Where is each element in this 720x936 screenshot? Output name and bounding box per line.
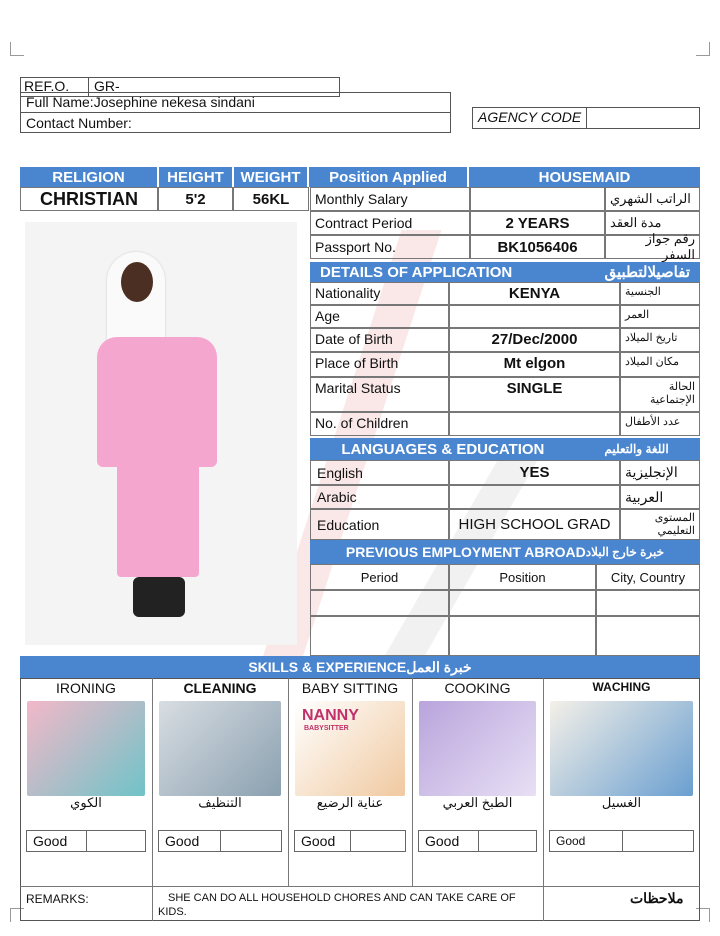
divider: [152, 678, 153, 886]
contract-label: Contract Period: [310, 211, 470, 235]
skills-title: SKILLS & EXPERIENCE: [248, 659, 407, 675]
col-period: Period: [310, 564, 449, 590]
language-value: HIGH SCHOOL GRAD: [449, 509, 620, 540]
religion-header: RELIGION: [20, 167, 157, 187]
shoes: [133, 577, 185, 617]
religion-value: CHRISTIAN: [20, 187, 158, 211]
corner-mark: [696, 42, 710, 56]
contract-ar: مدة العقد: [605, 211, 700, 235]
detail-label: No. of Children: [310, 412, 449, 436]
skills-header: [20, 656, 700, 678]
skill-name: BABY SITTING: [301, 680, 399, 696]
detail-label: Date of Birth: [310, 328, 449, 352]
passport-value: BK1056406: [470, 235, 605, 259]
corner-mark: [10, 42, 24, 56]
detail-value: SINGLE: [449, 377, 620, 412]
divider: [350, 830, 351, 852]
skill-name-ar: عناية الرضيع: [316, 795, 384, 810]
employment-title: PREVIOUS EMPLOYMENT ABROAD: [345, 544, 586, 560]
details-title: DETAILS OF APPLICATION: [320, 263, 513, 281]
skill-name: IRONING: [56, 680, 116, 696]
emp-cell: [310, 616, 449, 656]
babysitter-text: BABYSITTER: [304, 725, 349, 732]
candidate-photo: [25, 222, 297, 645]
passport-label: Passport No.: [310, 235, 470, 259]
skill-name-ar: الطبخ العربي: [442, 795, 513, 810]
employment-header: [310, 540, 700, 564]
skill-level: Good: [26, 830, 146, 852]
language-label: English: [310, 460, 449, 485]
detail-ar: الحالة الإجتماعية: [620, 377, 700, 412]
detail-label: Nationality: [310, 282, 449, 305]
nanny-text: NANNY: [302, 707, 359, 724]
skill-image: [419, 701, 536, 796]
ref-label: REF.O.: [24, 78, 70, 94]
skill-level: Good: [549, 830, 694, 852]
divider: [152, 886, 153, 921]
weight-header: WEIGHT: [234, 167, 307, 187]
emp-cell: [310, 590, 449, 616]
detail-ar: مكان الميلاد: [620, 352, 700, 377]
full-name-value: Josephine nekesa sindani: [93, 94, 255, 110]
detail-label: Marital Status: [310, 377, 449, 412]
emp-cell: [449, 616, 596, 656]
languages-header: [310, 438, 700, 460]
language-ar: الإنجليزية: [620, 460, 700, 485]
ref-value: GR-: [94, 78, 120, 94]
skill-name: WACHING: [592, 680, 651, 694]
divider: [288, 678, 289, 886]
detail-ar: عدد الأطفال: [620, 412, 700, 436]
divider: [543, 678, 544, 886]
skill-name-ar: الغسيل: [601, 795, 642, 810]
remarks-label: REMARKS:: [26, 892, 89, 906]
divider: [622, 830, 623, 852]
skill-name: COOKING: [444, 680, 511, 696]
languages-title: LANGUAGES & EDUCATION: [341, 440, 545, 458]
full-name: [26, 94, 255, 110]
details-title-ar: تفاصيلالتطبيق: [604, 264, 690, 281]
remarks-text: SHE CAN DO ALL HOUSEHOLD CHORES AND CAN TAKE CARE OF KIDS.: [158, 892, 516, 918]
position-value: HOUSEMAID: [469, 167, 700, 187]
language-label: Education: [310, 509, 449, 540]
language-label: Arabic: [310, 485, 449, 509]
detail-value: [449, 305, 620, 328]
divider: [220, 830, 221, 852]
detail-ar: تاريخ الميلاد: [620, 328, 700, 352]
divider: [586, 107, 587, 129]
pink-trousers: [117, 462, 199, 577]
divider: [543, 886, 544, 921]
divider: [86, 830, 87, 852]
emp-cell: [596, 590, 700, 616]
divider: [478, 830, 479, 852]
skill-level: Good: [418, 830, 537, 852]
language-ar: العربية: [620, 485, 700, 509]
divider: [20, 112, 451, 113]
detail-ar: الجنسية: [620, 282, 700, 305]
full-name-label: Full Name:: [26, 94, 94, 110]
skill-level: Good: [158, 830, 282, 852]
divider: [20, 886, 700, 887]
salary-value: [470, 187, 605, 211]
skill-image: [159, 701, 281, 796]
emp-cell: [449, 590, 596, 616]
divider: [412, 678, 413, 886]
height-value: 5'2: [158, 187, 233, 211]
emp-cell: [596, 616, 700, 656]
skill-level: Good: [294, 830, 406, 852]
salary-ar: الراتب الشهري: [605, 187, 700, 211]
agency-code-label: AGENCY CODE: [478, 109, 582, 125]
passport-ar: رقم جواز السفر: [605, 235, 700, 259]
weight-value: 56KL: [233, 187, 309, 211]
detail-label: Age: [310, 305, 449, 328]
detail-value: [449, 412, 620, 436]
contact-label: Contact Number:: [26, 115, 132, 131]
details-header: [310, 262, 700, 282]
skill-image: [550, 701, 693, 796]
detail-label: Place of Birth: [310, 352, 449, 377]
skill-name-ar: التنظيف: [198, 795, 242, 810]
position-header: Position Applied: [309, 167, 467, 187]
col-city-country: City, Country: [596, 564, 700, 590]
detail-ar: العمر: [620, 305, 700, 328]
skill-image: [27, 701, 145, 796]
skill-name: CLEANING: [183, 680, 257, 696]
height-header: HEIGHT: [159, 167, 232, 187]
detail-value: Mt elgon: [449, 352, 620, 377]
face: [121, 262, 153, 302]
skill-name-ar: الكوي: [70, 795, 102, 810]
language-value: [449, 485, 620, 509]
employment-title-ar: خبرة خارج البلاد: [585, 545, 665, 559]
detail-value: KENYA: [449, 282, 620, 305]
pink-top: [97, 337, 217, 467]
col-position: Position: [449, 564, 596, 590]
language-ar: المستوى التعليمي: [620, 509, 700, 540]
contract-value: 2 YEARS: [470, 211, 605, 235]
language-value: YES: [449, 460, 620, 485]
detail-value: 27/Dec/2000: [449, 328, 620, 352]
languages-title-ar: اللغة والتعليم: [604, 442, 669, 456]
salary-label: Monthly Salary: [310, 187, 470, 211]
remarks-ar: ملاحظات: [630, 890, 684, 906]
skills-title-ar: خبرة العمل: [406, 658, 472, 675]
